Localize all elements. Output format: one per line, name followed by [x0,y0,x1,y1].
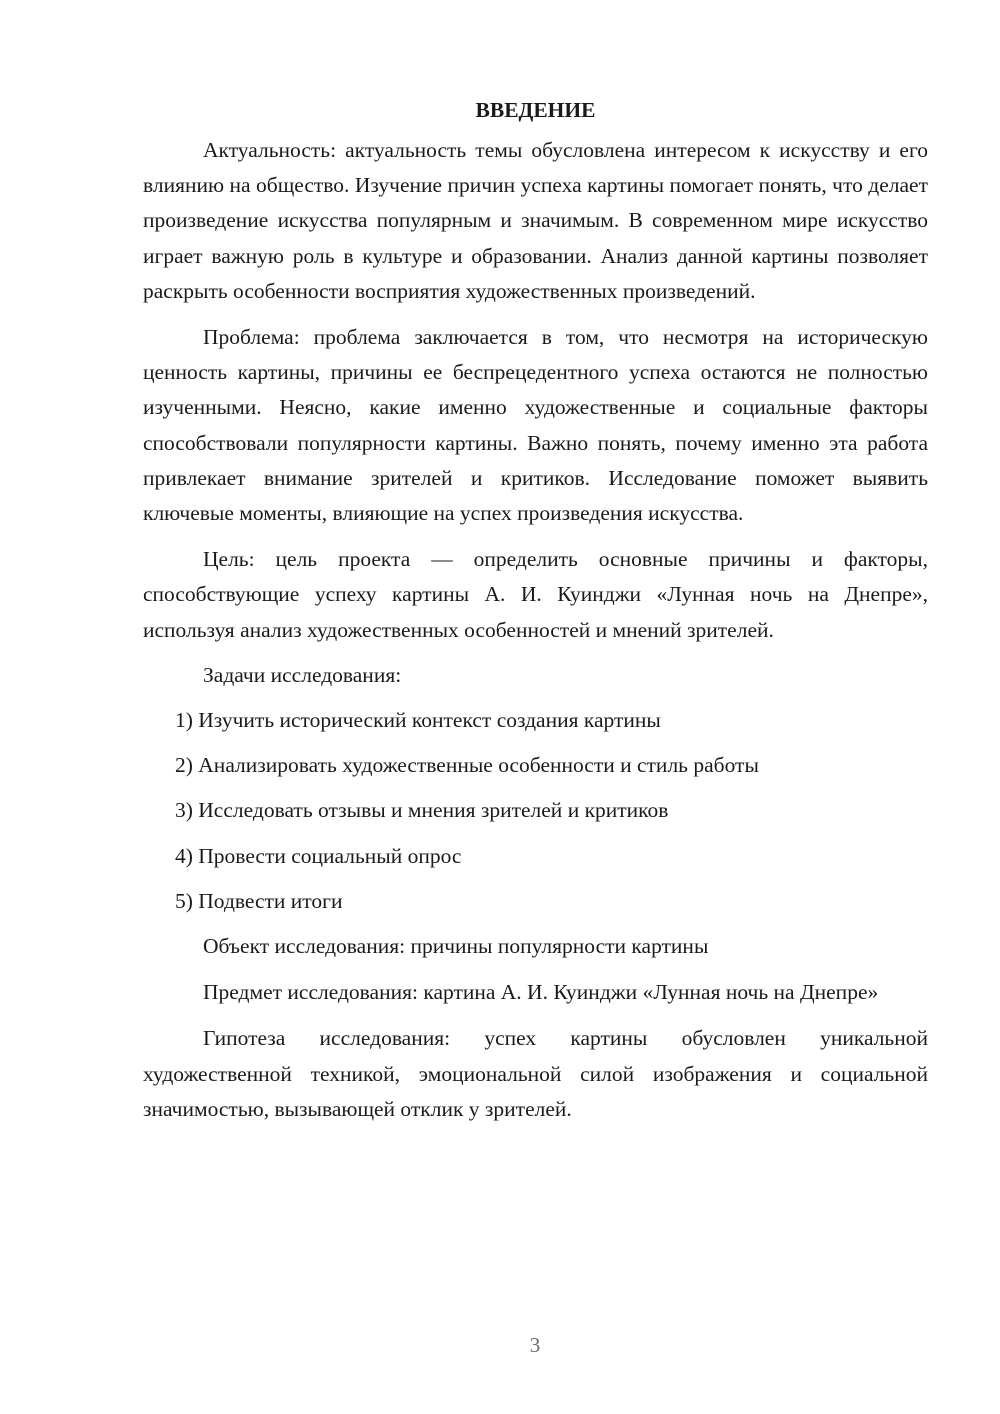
text-column [143,95,928,1127]
task-item-3: 3) Исследовать отзывы и мнения зрителей и критиков [175,798,669,823]
problem-paragraph: Проблема: проблема заключается в том, что несмотря на историческую ценность картины, причины ее беспрецедентного успеха остаются не полностью изученными. Неясно, какие именно художественные и социальные факторы способствовали популярности картины. Важно понять, почему именно эта работа привлекает внимание зрителей и критиков. Исследование поможет выявить ключевые моменты, влияющие на успех произведения искусства. [143,325,928,526]
task-item-2: 2) Анализировать художественные особенности и стиль работы [175,753,759,778]
goal-paragraph: Цель: цель проекта — определить основные причины и факторы, способствующие успеху картины А. И. Куинджи «Лунная ночь на Днепре», используя анализ художественных особенностей и мнений зрителей. [143,547,928,642]
section-heading: ВВЕДЕНИЕ [475,98,596,122]
tasks-title: Задачи исследования: [203,662,402,687]
hypothesis-paragraph: Гипотеза исследования: успех картины обусловлен уникальной художественной техникой, эмоциональной силой изображения и социальной значимостью, вызывающей отклик у зрителей. [143,1026,928,1121]
relevance-paragraph: Актуальность: актуальность темы обусловлена интересом к искусству и его влиянию на общество. Изучение причин успеха картины помогает понять, что делает произведение искусства популярным и значимым. В современном мире искусство играет важную роль в культуре и образовании. Анализ данной картины позволяет раскрыть особенности восприятия художественных произведений. [143,138,928,303]
page-number: 3 [529,1333,541,1357]
object-paragraph: Объект исследования: причины популярности картины [203,934,709,959]
task-item-1: 1) Изучить исторический контекст создания картины [175,708,661,733]
task-item-5: 5) Подвести итоги [175,888,343,913]
subject-paragraph: Предмет исследования: картина А. И. Куинджи «Лунная ночь на Днепре» [203,980,879,1005]
tasks-list [143,703,928,919]
task-item-4: 4) Провести социальный опрос [175,843,462,868]
